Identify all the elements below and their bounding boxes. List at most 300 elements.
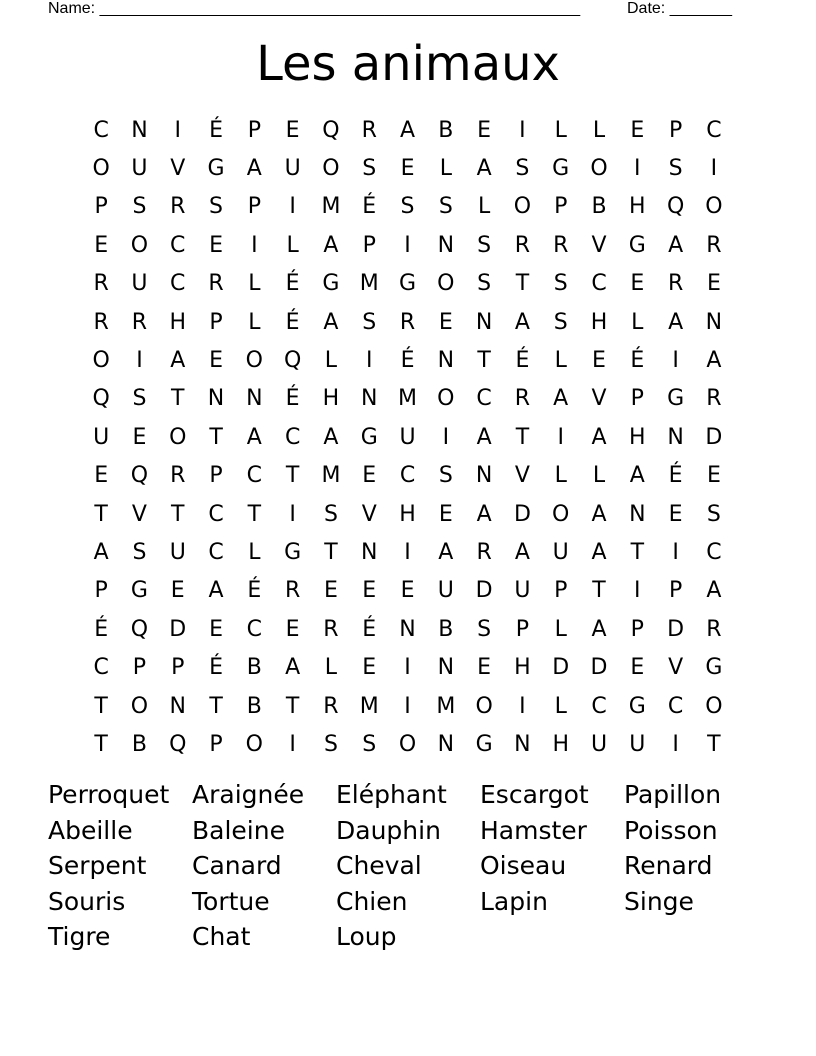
grid-letter: L	[554, 117, 567, 143]
grid-letter: C	[93, 117, 109, 143]
grid-letter: L	[554, 348, 567, 374]
grid-letter: N	[246, 386, 263, 412]
grid-letter: G	[628, 693, 646, 719]
grid-letter: C	[667, 693, 684, 719]
grid-letter: Q	[169, 731, 187, 757]
grid-letter: A	[591, 424, 607, 450]
word-list-item: Hamster	[480, 815, 587, 845]
word-list-item: Chien	[336, 886, 408, 916]
grid-letter: C	[591, 693, 607, 719]
grid-letter: É	[209, 117, 223, 143]
grid-letter: E	[285, 117, 300, 143]
grid-letter: H	[552, 731, 569, 757]
grid-letter: N	[705, 309, 723, 335]
grid-letter: S	[668, 156, 683, 182]
grid-letter: S	[132, 386, 147, 412]
grid-letter: R	[553, 232, 569, 258]
grid-letter: I	[404, 693, 411, 719]
grid-letter: A	[553, 386, 569, 412]
grid-letter: I	[404, 539, 411, 565]
grid-letter: C	[706, 117, 722, 143]
grid-letter: A	[476, 156, 492, 182]
grid-letter: B	[246, 693, 262, 719]
grid-letter: E	[630, 655, 645, 681]
word-list-item: Baleine	[192, 815, 285, 845]
word-list-item: Canard	[192, 851, 282, 881]
word-list	[48, 780, 768, 958]
grid-letter: G	[130, 578, 148, 604]
grid-letter: L	[439, 156, 452, 182]
grid-letter: T	[171, 386, 185, 412]
grid-letter: U	[514, 578, 531, 604]
grid-letter: L	[324, 348, 338, 374]
grid-letter: E	[362, 655, 377, 681]
word-list-item: Lapin	[480, 886, 548, 916]
grid-letter: I	[404, 232, 411, 258]
grid-letter: I	[634, 156, 641, 182]
grid-letter: B	[131, 731, 147, 757]
grid-letter: P	[515, 616, 530, 642]
grid-letter: O	[92, 348, 110, 374]
grid-letter: I	[672, 539, 679, 565]
grid-letter: É	[362, 616, 377, 642]
grid-letter: E	[170, 578, 185, 604]
grid-letter: P	[209, 731, 223, 757]
grid-letter: I	[136, 348, 143, 374]
grid-letter: A	[399, 117, 416, 143]
grid-letter: S	[515, 156, 530, 182]
grid-letter: A	[93, 539, 109, 565]
grid-letter: P	[247, 117, 261, 143]
grid-letter: V	[591, 232, 607, 258]
grid-letter: A	[668, 309, 684, 335]
grid-letter: T	[285, 463, 300, 489]
grid-letter: O	[705, 693, 723, 719]
grid-letter: H	[590, 309, 608, 335]
grid-letter: G	[322, 271, 340, 297]
grid-letter: T	[171, 501, 185, 527]
grid-letter: É	[362, 194, 377, 220]
grid-letter: C	[208, 501, 224, 527]
grid-letter: S	[132, 539, 147, 565]
grid-letter: G	[552, 156, 570, 182]
grid-letter: S	[477, 271, 492, 297]
grid-letter: R	[170, 463, 186, 489]
grid-letter: L	[592, 463, 606, 489]
grid-letter: É	[400, 348, 415, 374]
grid-letter: Q	[666, 194, 685, 220]
grid-letter: T	[630, 539, 645, 565]
grid-letter: H	[322, 386, 340, 412]
grid-letter: G	[398, 271, 417, 297]
grid-letter: I	[634, 578, 641, 604]
grid-letter: E	[94, 463, 109, 489]
word-list-item: Singe	[624, 886, 694, 916]
grid-letter: S	[323, 731, 338, 757]
word-list-item: Oiseau	[480, 851, 567, 881]
grid-letter: A	[208, 578, 224, 604]
grid-letter: R	[93, 271, 109, 297]
grid-letter: E	[94, 232, 109, 258]
grid-letter: S	[132, 194, 147, 220]
grid-letter: S	[209, 194, 224, 220]
grid-letter: I	[442, 424, 450, 450]
grid-letter: E	[438, 309, 453, 335]
grid-letter: O	[437, 386, 455, 412]
grid-letter: O	[92, 156, 110, 182]
grid-letter: G	[360, 424, 378, 450]
grid-letter: V	[591, 386, 607, 412]
grid-letter: D	[667, 616, 685, 642]
grid-letter: N	[131, 117, 148, 143]
date-field-label: Date: _______	[627, 0, 732, 17]
grid-letter: A	[706, 578, 722, 604]
grid-letter: P	[554, 194, 568, 220]
grid-letter: U	[629, 731, 646, 757]
grid-letter: A	[323, 232, 339, 258]
grid-letter: R	[706, 232, 722, 258]
grid-letter: P	[630, 386, 644, 412]
grid-letter: B	[246, 655, 262, 681]
grid-letter: U	[169, 539, 186, 565]
grid-letter: I	[710, 156, 718, 182]
grid-letter: L	[248, 539, 261, 565]
grid-letter: V	[131, 501, 147, 527]
grid-letter: P	[132, 655, 147, 681]
grid-letter: C	[93, 655, 109, 681]
grid-letter: I	[289, 501, 296, 527]
grid-letter: É	[285, 386, 300, 412]
grid-letter: R	[399, 309, 416, 335]
word-list-item: Cheval	[336, 851, 422, 881]
grid-letter: O	[552, 501, 570, 527]
grid-letter: L	[286, 232, 299, 258]
grid-letter: T	[247, 501, 262, 527]
grid-letter: I	[519, 693, 526, 719]
grid-letter: U	[93, 424, 110, 450]
grid-letter: O	[130, 232, 149, 258]
grid-letter: O	[245, 348, 263, 374]
grid-letter: I	[251, 232, 258, 258]
grid-letter: T	[515, 271, 530, 297]
word-list-item: Abeille	[48, 815, 133, 845]
grid-letter: R	[361, 117, 377, 143]
grid-letter: O	[398, 731, 417, 757]
grid-letter: E	[592, 348, 606, 374]
grid-letter: L	[324, 655, 338, 681]
grid-letter: I	[365, 348, 373, 374]
grid-letter: Q	[283, 348, 302, 374]
grid-letter: A	[246, 424, 262, 450]
grid-letter: O	[705, 194, 723, 220]
grid-letter: T	[94, 501, 108, 527]
grid-letter: V	[668, 655, 684, 681]
grid-letter: E	[400, 156, 415, 182]
grid-letter: C	[170, 232, 186, 258]
grid-letter: E	[477, 655, 492, 681]
grid-letter: Q	[322, 117, 340, 143]
grid-letter: C	[170, 271, 186, 297]
word-list-item: Perroquet	[48, 780, 170, 809]
word-list-item: Tigre	[48, 922, 111, 952]
word-list-item: Renard	[624, 851, 713, 881]
grid-letter: T	[324, 539, 338, 565]
grid-letter: A	[591, 539, 607, 565]
grid-letter: A	[476, 501, 492, 527]
grid-letter: N	[437, 655, 455, 681]
grid-letter: S	[477, 616, 492, 642]
grid-letter: S	[553, 271, 568, 297]
grid-letter: S	[400, 194, 415, 220]
grid-letter: C	[476, 386, 492, 412]
grid-letter: P	[630, 616, 644, 642]
grid-letter: E	[132, 424, 147, 450]
grid-letter: E	[209, 232, 223, 258]
grid-letter: T	[285, 693, 300, 719]
grid-letter: N	[437, 232, 455, 258]
grid-letter: D	[705, 424, 723, 450]
grid-letter: P	[171, 655, 185, 681]
grid-letter: G	[705, 655, 723, 681]
grid-letter: M	[398, 386, 418, 412]
grid-letter: E	[362, 463, 377, 489]
word-list-item: Poisson	[624, 815, 718, 845]
grid-letter: É	[285, 271, 300, 297]
grid-letter: N	[475, 463, 493, 489]
grid-letter: P	[94, 194, 108, 220]
grid-letter: L	[631, 309, 644, 335]
grid-letter: N	[514, 731, 531, 757]
grid-letter: L	[554, 463, 567, 489]
grid-letter: A	[323, 424, 339, 450]
grid-letter: P	[209, 309, 223, 335]
word-search-grid	[82, 111, 733, 764]
grid-letter: É	[247, 578, 262, 604]
grid-letter: R	[706, 616, 722, 642]
grid-letter: E	[438, 501, 453, 527]
grid-letter: R	[323, 693, 339, 719]
grid-letter: E	[706, 271, 721, 297]
grid-letter: E	[209, 348, 223, 374]
grid-letter: T	[515, 424, 530, 450]
grid-letter: O	[513, 194, 532, 220]
grid-letter: A	[170, 348, 186, 374]
grid-letter: S	[553, 309, 568, 335]
grid-letter: N	[169, 693, 186, 719]
grid-letter: A	[706, 348, 722, 374]
grid-letter: R	[706, 386, 722, 412]
grid-letter: A	[438, 539, 454, 565]
word-list-item: Papillon	[624, 780, 722, 809]
grid-letter: O	[437, 271, 455, 297]
grid-letter: A	[591, 616, 607, 642]
grid-letter: B	[591, 194, 607, 220]
grid-letter: S	[438, 194, 453, 220]
grid-letter: É	[285, 309, 300, 335]
grid-letter: U	[552, 539, 569, 565]
word-list-item: Serpent	[48, 851, 147, 881]
grid-letter: R	[284, 578, 301, 604]
grid-letter: R	[208, 271, 224, 297]
grid-letter: A	[246, 156, 262, 182]
grid-letter: I	[289, 731, 296, 757]
word-list-item: Loup	[336, 922, 397, 952]
word-list-item: Tortue	[192, 886, 270, 916]
grid-letter: E	[668, 501, 683, 527]
grid-letter: N	[399, 616, 416, 642]
grid-letter: E	[630, 117, 645, 143]
word-list-item: Chat	[192, 922, 251, 952]
grid-letter: É	[668, 463, 683, 489]
grid-letter: N	[360, 539, 378, 565]
grid-letter: T	[477, 348, 491, 374]
grid-letter: I	[557, 424, 564, 450]
grid-letter: P	[362, 232, 376, 258]
grid-letter: O	[322, 156, 340, 182]
grid-letter: L	[248, 271, 261, 297]
grid-letter: M	[321, 194, 341, 220]
grid-letter: Q	[92, 386, 110, 412]
grid-letter: O	[245, 731, 263, 757]
grid-letter: É	[515, 348, 530, 374]
word-list-item: Dauphin	[336, 815, 441, 845]
grid-letter: T	[209, 693, 223, 719]
grid-letter: C	[208, 539, 224, 565]
grid-letter: L	[554, 616, 567, 642]
grid-letter: E	[630, 271, 645, 297]
grid-letter: R	[514, 232, 531, 258]
grid-letter: N	[360, 386, 378, 412]
grid-letter: C	[591, 271, 607, 297]
grid-letter: D	[169, 616, 187, 642]
grid-letter: É	[630, 348, 645, 374]
grid-letter: R	[170, 194, 186, 220]
grid-letter: I	[519, 117, 526, 143]
grid-letter: P	[668, 117, 683, 143]
page-title: Les animaux	[256, 36, 560, 92]
grid-letter: N	[437, 731, 455, 757]
grid-letter: H	[514, 655, 531, 681]
grid-letter: N	[207, 386, 225, 412]
grid-letter: L	[248, 309, 261, 335]
grid-letter: N	[667, 424, 684, 450]
grid-letter: D	[590, 655, 608, 681]
grid-letter: G	[207, 156, 225, 182]
grid-letter: I	[174, 117, 181, 143]
grid-letter: O	[590, 156, 608, 182]
grid-letter: U	[399, 424, 416, 450]
grid-letter: D	[475, 578, 493, 604]
grid-letter: H	[629, 194, 646, 220]
grid-letter: É	[209, 655, 223, 681]
grid-letter: L	[554, 693, 567, 719]
word-list-item: Araignée	[192, 780, 305, 809]
grid-letter: B	[438, 616, 454, 642]
grid-letter: O	[169, 424, 187, 450]
grid-letter: I	[404, 655, 411, 681]
grid-letter: R	[476, 539, 492, 565]
grid-letter: U	[437, 578, 454, 604]
grid-letter: B	[438, 117, 454, 143]
grid-letter: M	[321, 463, 341, 489]
grid-letter: S	[362, 156, 377, 182]
grid-letter: H	[169, 309, 187, 335]
grid-letter: U	[131, 156, 148, 182]
grid-letter: E	[362, 578, 377, 604]
grid-letter: S	[323, 501, 338, 527]
grid-letter: D	[552, 655, 570, 681]
grid-letter: M	[359, 271, 379, 297]
grid-letter: R	[667, 271, 684, 297]
grid-letter: A	[285, 655, 301, 681]
word-list-item: Souris	[48, 886, 126, 916]
grid-letter: C	[284, 424, 301, 450]
grid-letter: P	[554, 578, 568, 604]
grid-letter: M	[436, 693, 456, 719]
grid-letter: C	[706, 539, 722, 565]
grid-letter: H	[399, 501, 416, 527]
grid-letter: A	[323, 309, 339, 335]
grid-letter: U	[284, 156, 301, 182]
grid-letter: R	[93, 309, 109, 335]
grid-letter: G	[667, 386, 685, 412]
grid-letter: L	[477, 194, 491, 220]
grid-letter: V	[514, 463, 530, 489]
grid-letter: S	[706, 501, 721, 527]
grid-letter: I	[289, 194, 296, 220]
grid-letter: S	[438, 463, 453, 489]
grid-letter: P	[668, 578, 683, 604]
grid-letter: É	[94, 616, 109, 642]
grid-letter: N	[475, 309, 493, 335]
grid-letter: T	[94, 731, 108, 757]
grid-letter: C	[399, 463, 416, 489]
grid-letter: E	[400, 578, 415, 604]
grid-letter: S	[362, 731, 377, 757]
grid-letter: A	[629, 463, 645, 489]
grid-letter: P	[247, 194, 261, 220]
grid-letter: T	[592, 578, 606, 604]
grid-letter: V	[170, 156, 186, 182]
name-field-label: Name: ______________________________________________________	[48, 0, 581, 17]
grid-letter: N	[629, 501, 646, 527]
grid-letter: N	[437, 348, 455, 374]
grid-letter: A	[514, 309, 530, 335]
grid-letter: T	[94, 693, 108, 719]
grid-letter: G	[475, 731, 493, 757]
grid-letter: A	[668, 232, 684, 258]
word-list-item: Escargot	[480, 780, 589, 809]
grid-letter: A	[591, 501, 607, 527]
grid-letter: O	[475, 693, 493, 719]
grid-letter: I	[672, 731, 679, 757]
grid-letter: R	[514, 386, 531, 412]
grid-letter: E	[285, 616, 300, 642]
grid-letter: C	[246, 616, 263, 642]
grid-letter: E	[323, 578, 338, 604]
grid-letter: Q	[130, 616, 149, 642]
grid-letter: T	[209, 424, 223, 450]
grid-letter: T	[707, 731, 721, 757]
grid-letter: Q	[130, 463, 149, 489]
grid-letter: G	[628, 232, 646, 258]
grid-letter: E	[209, 616, 223, 642]
grid-letter: L	[592, 117, 606, 143]
grid-letter: S	[362, 309, 377, 335]
grid-letter: S	[477, 232, 492, 258]
grid-letter: U	[131, 271, 148, 297]
grid-letter: E	[477, 117, 492, 143]
